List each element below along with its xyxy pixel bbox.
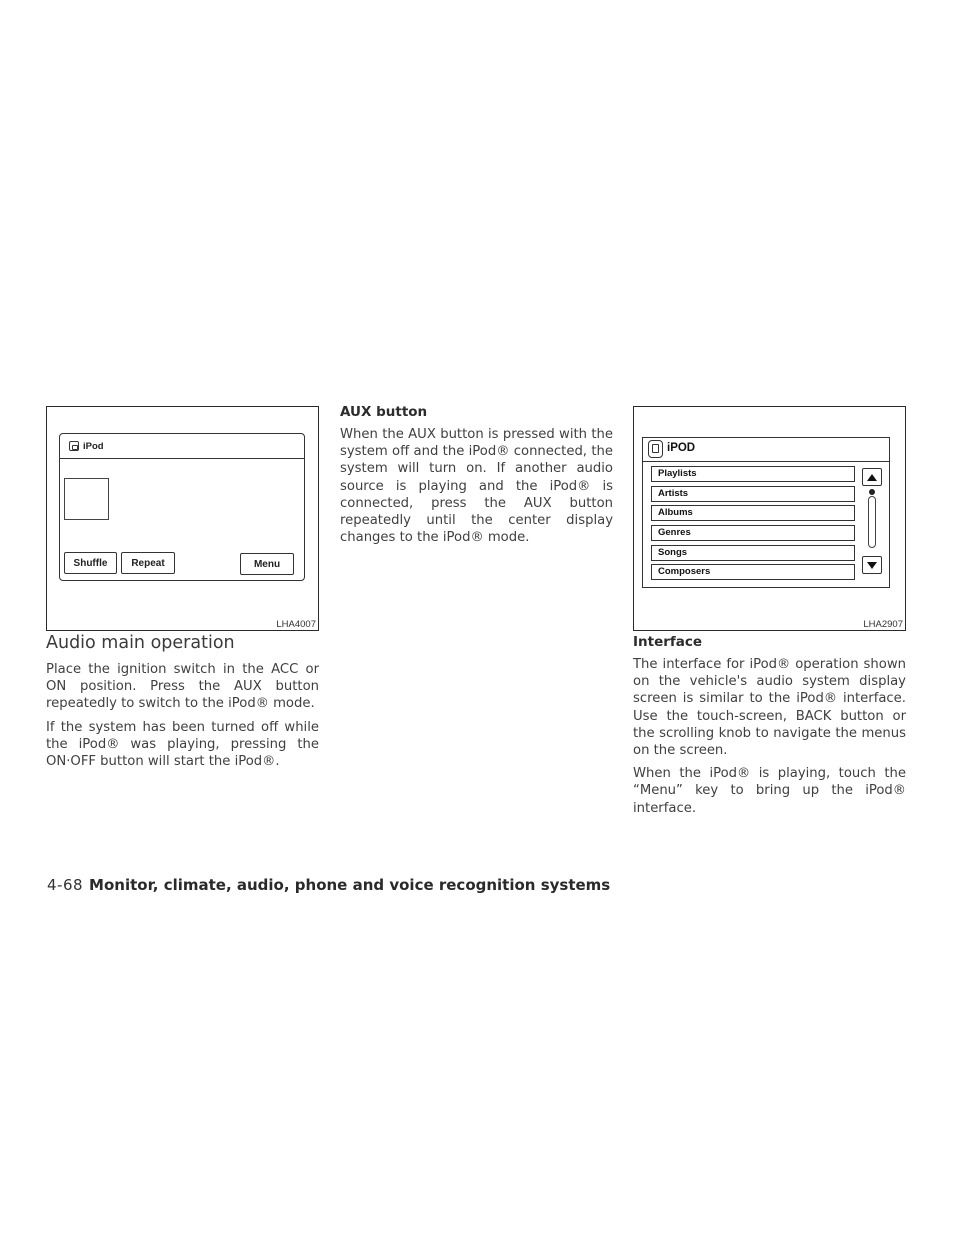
- figure-ipod-menu-screen: [633, 406, 906, 631]
- chapter-title: Monitor, climate, audio, phone and voice recognition systems: [89, 876, 611, 894]
- page-number: 4-68: [47, 876, 84, 894]
- ipod-menu-display: [642, 437, 890, 588]
- section-heading: Interface: [633, 634, 703, 650]
- scroll-track[interactable]: [868, 496, 876, 548]
- menu-list: [651, 466, 855, 584]
- album-art-placeholder: [64, 478, 109, 520]
- paragraph: When the iPod® is playing, touch the “Menu” key to bring up the iPod® interface.: [633, 766, 906, 816]
- section-aux-button: [340, 404, 613, 546]
- paragraph: When the AUX button is pressed with the system off and the iPod® connected, the system will turn on. If another audio source is playing and the iPod® is connected, press the AUX button repeatedly until the center display changes to the iPod® mode.: [340, 427, 613, 546]
- figure-ipod-main-screen: [46, 406, 319, 631]
- scroll-thumb[interactable]: [869, 489, 875, 495]
- menu-button[interactable]: Menu: [240, 553, 294, 575]
- screen-title: iPOD: [667, 442, 696, 454]
- menu-item-genres[interactable]: Genres: [651, 525, 855, 541]
- menu-item-artists[interactable]: Artists: [651, 486, 855, 502]
- scrollbar[interactable]: [862, 468, 882, 576]
- menu-item-playlists[interactable]: Playlists: [651, 466, 855, 482]
- arrow-down-icon: [867, 562, 877, 569]
- section-heading: Audio main operation: [46, 633, 235, 653]
- section-interface: [633, 634, 906, 817]
- paragraph: Place the ignition switch in the ACC or ON position. Press the AUX button repeatedly to switch to the iPod® mode.: [46, 662, 319, 712]
- figure-code: LHA2907: [863, 619, 903, 630]
- menu-item-albums[interactable]: Albums: [651, 505, 855, 521]
- screen-title: iPod: [83, 441, 104, 452]
- header-divider: [60, 458, 304, 459]
- shuffle-button[interactable]: Shuffle: [64, 552, 117, 574]
- ipod-icon: [648, 440, 663, 458]
- screen-header: [643, 438, 889, 462]
- ipod-main-display: [59, 433, 305, 581]
- ipod-icon: [69, 441, 79, 451]
- menu-item-songs[interactable]: Songs: [651, 545, 855, 561]
- scroll-up-button[interactable]: [862, 468, 882, 486]
- figure-code: LHA4007: [276, 619, 316, 630]
- menu-item-composers[interactable]: Composers: [651, 564, 855, 580]
- paragraph: The interface for iPod® operation shown on the vehicle's audio system display screen is similar to the iPod® interface. Use the touch-screen, BACK button or the scrolling knob to navigate the menus on the screen.: [633, 657, 906, 759]
- page-footer: [47, 876, 610, 894]
- arrow-up-icon: [867, 474, 877, 481]
- paragraph: If the system has been turned off while the iPod® was playing, pressing the ON·OFF button will start the iPod®.: [46, 719, 319, 770]
- scroll-down-button[interactable]: [862, 556, 882, 574]
- section-heading: AUX button: [340, 404, 428, 420]
- repeat-button[interactable]: Repeat: [121, 552, 175, 574]
- section-audio-main-operation: [46, 633, 319, 770]
